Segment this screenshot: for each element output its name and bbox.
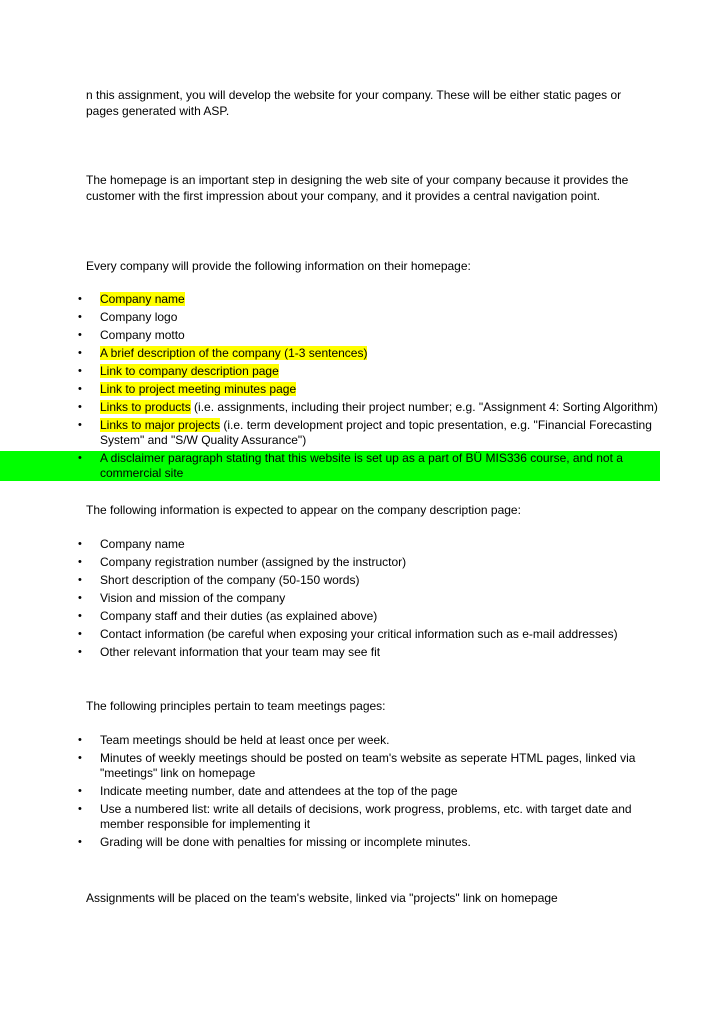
list-item-text: Indicate meeting number, date and attendees at the top of the page [100,784,458,798]
list-item-text: Company name [100,537,185,551]
list-item [0,292,660,307]
list-item [0,555,660,570]
item-links-products-rest: (i.e. assignments, including their project number; e.g. "Assignment 4: Sorting Algorithm) [190,400,658,414]
bullet-icon: • [78,383,82,395]
list-item-text: Other relevant information that your team may see fit [100,645,381,659]
list-item [0,346,660,361]
list-item-text: Team meetings should be held at least once per week. [100,733,390,747]
list-item-text: Use a numbered list: write all details of decisions, work progress, problems, etc. with target date and member responsible for implementing it [100,802,632,831]
list-item [0,591,660,606]
bullet-icon: • [78,803,82,815]
list-item [0,400,660,415]
list-item [0,751,660,781]
meetings-items-list [0,733,660,853]
bullet-icon: • [78,419,82,431]
description-heading: The following information is expected to appear on the company description page: [86,503,521,517]
bullet-icon: • [78,574,82,586]
item-links-projects-highlight: Links to major projects [100,418,221,432]
list-item-text: Grading will be done with penalties for missing or incomplete minutes. [100,835,471,849]
homepage-items-list [0,292,660,484]
item-links-products-highlight: Links to products [100,400,191,414]
assignments-note: Assignments will be placed on the team's website, linked via "projects" link on homepage [86,891,558,905]
bullet-icon: • [78,646,82,658]
list-item [0,382,660,397]
bullet-icon: • [78,365,82,377]
bullet-icon: • [78,311,82,323]
list-item [0,328,660,343]
bullet-icon: • [78,329,82,341]
bullet-icon: • [78,610,82,622]
bullet-icon: • [78,785,82,797]
meetings-heading: The following principles pertain to team meetings pages: [86,699,386,713]
list-item [0,418,660,448]
list-item [0,609,660,624]
item-disclaimer: A disclaimer paragraph stating that this website is set up as a part of BÜ MIS336 course, and not a commercial site [100,451,623,480]
list-item [0,784,660,799]
item-link-minutes: Link to project meeting minutes page [100,382,297,396]
bullet-icon: • [78,628,82,640]
list-item [0,573,660,588]
bullet-icon: • [78,401,82,413]
intro-paragraph: n this assignment, you will develop the website for your company. These will be either static pages or pages generated with ASP. [86,88,622,118]
list-item-text: Company registration number (assigned by the instructor) [100,555,407,569]
list-item [0,645,660,660]
list-item [0,627,660,642]
description-items-list [0,537,660,663]
item-company-logo: Company logo [100,310,178,324]
list-item-text: Short description of the company (50-150 words) [100,573,360,587]
bullet-icon: • [78,734,82,746]
list-item [0,733,660,748]
bullet-icon: • [78,293,82,305]
bullet-icon: • [78,347,82,359]
bullet-icon: • [78,452,82,464]
homepage-heading: Every company will provide the following information on their homepage: [86,259,471,273]
bullet-icon: • [78,836,82,848]
bullet-icon: • [78,538,82,550]
list-item [0,364,660,379]
item-company-motto: Company motto [100,328,185,342]
list-item-text: Contact information (be careful when exposing your critical information such as e-mail addresses) [100,627,618,641]
homepage-importance-paragraph: The homepage is an important step in designing the web site of your company because it provides the customer with the first impression about your company, and it provides a central navigation point. [86,173,629,203]
bullet-icon: • [78,556,82,568]
item-brief-description: A brief description of the company (1-3 sentences) [100,346,368,360]
list-item [0,451,660,481]
list-item-text: Vision and mission of the company [100,591,286,605]
item-links-projects-rest: (i.e. term development project and topic presentation, e.g. "Financial Forecasting System" and "S/W Quality Assurance") [100,418,652,447]
list-item [0,537,660,552]
item-company-name: Company name [100,292,185,306]
bullet-icon: • [78,592,82,604]
list-item [0,802,660,832]
item-link-description: Link to company description page [100,364,279,378]
list-item [0,835,660,850]
list-item-text: Company staff and their duties (as explained above) [100,609,378,623]
list-item [0,310,660,325]
list-item-text: Minutes of weekly meetings should be posted on team's website as seperate HTML pages, linked via "meetings" link on homepage [100,751,636,780]
bullet-icon: • [78,752,82,764]
